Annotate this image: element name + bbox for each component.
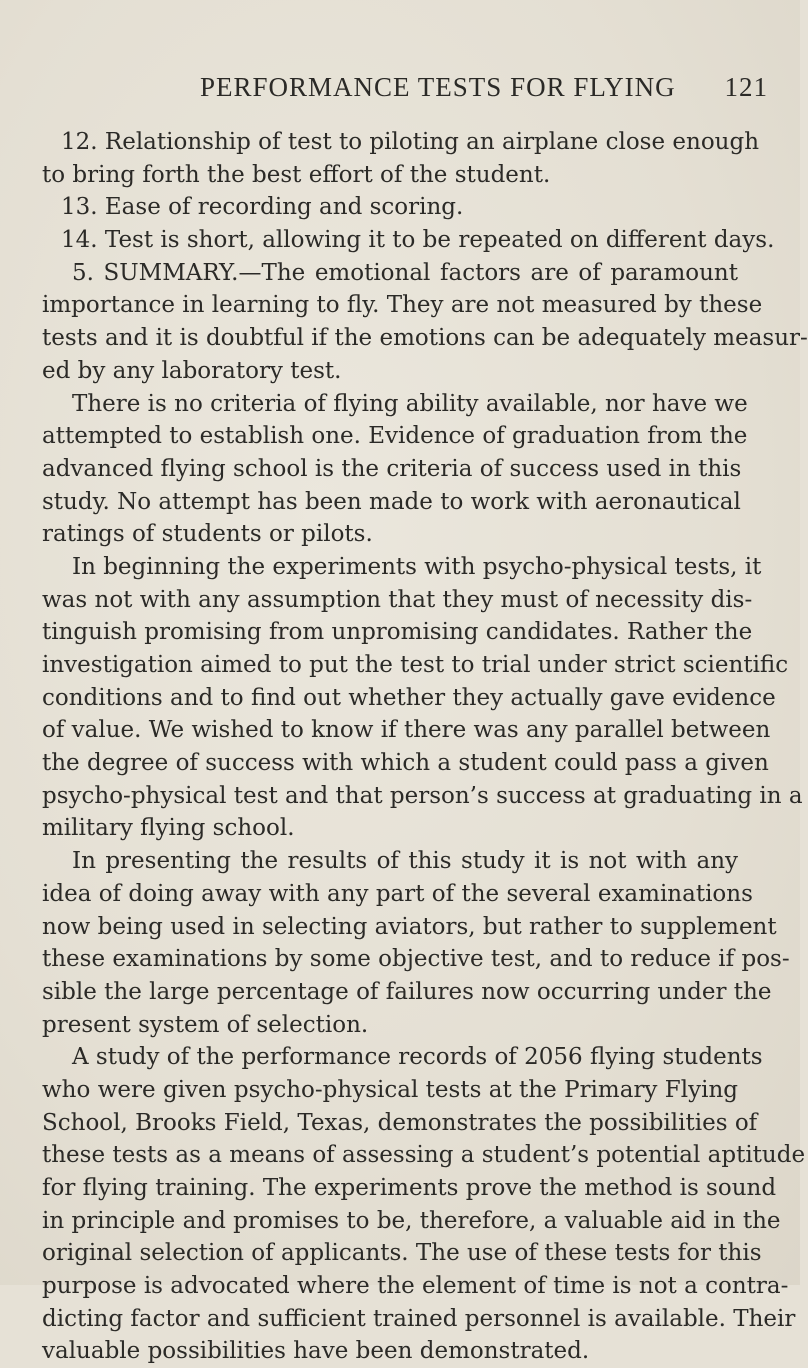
text-line: who were given psycho-physical tests at the Primary Flying (42, 1076, 738, 1103)
summary-heading-line: 5. SUMMARY.—The emotional factors are of paramount (72, 259, 738, 286)
text-line: now being used in selecting aviators, but rather to supplement (42, 913, 777, 940)
text-line: of value. We wished to know if there was any parallel between (42, 717, 771, 744)
running-title: PERFORMANCE TESTS FOR FLYING (200, 72, 676, 102)
text-line: to bring forth the best effort of the student. (42, 161, 551, 188)
text-line: attempted to establish one. Evidence of graduation from the (42, 423, 748, 450)
text-line: original selection of applicants. The use of these tests for this (42, 1240, 762, 1267)
paragraph-start: A study of the performance records of 2056 flying students (72, 1044, 763, 1071)
text-line: ed by any laboratory test. (42, 357, 342, 384)
text-line: importance in learning to fly. They are not measured by these (42, 292, 763, 319)
text-line: these tests as a means of assessing a student’s potential aptitude (42, 1142, 806, 1169)
list-item-14: 14. Test is short, allowing it to be repeated on different days. (61, 227, 775, 254)
text-line: valuable possibilities have been demonstrated. (42, 1338, 590, 1365)
text-line: study. No attempt has been made to work with aeronautical (42, 488, 741, 515)
text-line: in principle and promises to be, therefore, a valuable aid in the (42, 1207, 781, 1234)
text-line: the degree of success with which a student could pass a given (42, 750, 769, 777)
text-line: dicting factor and sufficient trained personnel is available. Their (42, 1305, 796, 1332)
text-line: conditions and to find out whether they actually gave evidence (42, 684, 776, 711)
text-line: purpose is advocated where the element of time is not a contra- (42, 1273, 789, 1300)
list-item-12: 12. Relationship of test to piloting an airplane close enough (61, 129, 760, 155)
text-line: these examinations by some objective test, and to reduce if pos- (42, 946, 790, 973)
list-item-13: 13. Ease of recording and scoring. (61, 194, 464, 221)
text-line: tests and it is doubtful if the emotions can be adequately measur- (42, 325, 808, 352)
text-line: military flying school. (42, 815, 295, 842)
paragraph-start: In beginning the experiments with psycho-physical tests, it (72, 553, 762, 580)
page-number: 121 (724, 72, 768, 102)
paragraph-start: There is no criteria of flying ability available, nor have we (72, 390, 748, 417)
running-head (200, 72, 768, 108)
text-line: sible the large percentage of failures now occurring under the (42, 978, 772, 1005)
text-line: tinguish promising from unpromising candidates. Rather the (42, 619, 753, 646)
text-line: investigation aimed to put the test to trial under strict scientific (42, 652, 789, 678)
text-line: was not with any assumption that they must of necessity dis- (42, 586, 753, 613)
text-line: present system of selection. (42, 1011, 369, 1038)
text-line: psycho-physical test and that person’s success at graduating in a (42, 782, 803, 809)
text-line: School, Brooks Field, Texas, demonstrates the possibilities of (42, 1109, 758, 1136)
text-line: ratings of students or pilots. (42, 521, 373, 548)
paragraph-start: In presenting the results of this study it is not with any (72, 848, 738, 875)
text-line: advanced flying school is the criteria of success used in this (42, 455, 742, 482)
text-line: for flying training. The experiments prove the method is sound (42, 1175, 777, 1201)
body-text (42, 126, 808, 1368)
text-line: idea of doing away with any part of the several examinations (42, 880, 753, 907)
